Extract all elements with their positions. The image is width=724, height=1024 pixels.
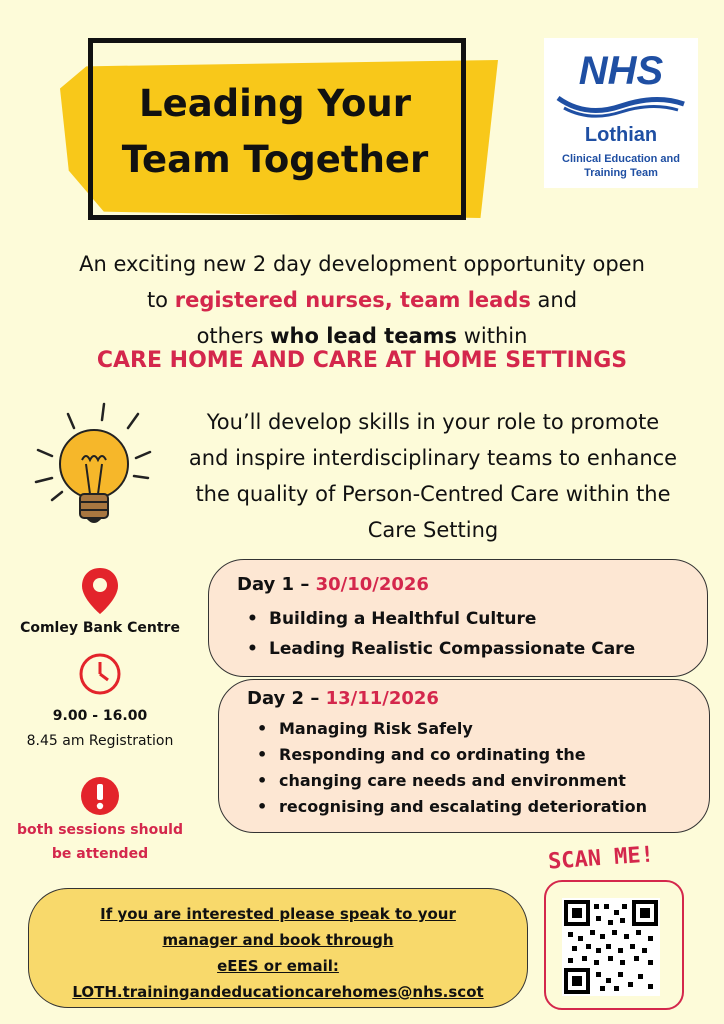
contact-line-1: If you are interested please speak to your: [100, 905, 456, 923]
list-item: • Leading Realistic Compassionate Care: [247, 634, 635, 664]
nhs-logo: [544, 38, 698, 188]
settings-heading: CARE HOME AND CARE AT HOME SETTINGS: [96, 348, 628, 373]
day-1-date: 30/10/2026: [315, 574, 429, 595]
day-1-topics: [247, 604, 635, 664]
intro-line-3-prefix: others: [196, 324, 271, 348]
location-pin-icon: [0, 566, 200, 620]
skills-text: [160, 404, 706, 548]
nhs-org-name: Lothian: [584, 124, 658, 146]
wave-icon: [556, 92, 686, 122]
day-1-panel: [208, 559, 708, 677]
intro-line-2-suffix: and: [530, 288, 578, 312]
contact-panel: [28, 888, 528, 1008]
nhs-team-name: [544, 152, 698, 180]
skills-line-2: and inspire interdisciplinary teams to enhance: [188, 446, 678, 470]
session-time: 9.00 - 16.00: [52, 708, 148, 724]
day-2-topics: [257, 716, 647, 820]
qr-code[interactable]: [562, 898, 660, 996]
skills-line-3: the quality of Person-Centred Care within the: [195, 482, 671, 506]
lightbulb-icon: [30, 400, 160, 540]
attendance-note: [0, 818, 200, 866]
nhs-team-line-2: Training Team: [584, 167, 658, 179]
list-item: • recognising and escalating deterioration: [257, 794, 647, 820]
day-2-label: Day 2 –: [247, 688, 326, 709]
title-line-1: Leading Your: [139, 82, 411, 125]
list-item-continuation: • changing care needs and environment: [257, 768, 647, 794]
list-item: • Building a Healthful Culture: [247, 604, 635, 634]
nhs-badge: NHS: [566, 50, 676, 92]
scan-me-label: SCAN ME!: [547, 842, 655, 875]
contact-line-2: manager and book through: [162, 931, 394, 949]
lead-teams-bold: who lead teams: [270, 324, 458, 348]
intro-line-3-suffix: within: [457, 324, 528, 348]
title-line-2: Team Together: [121, 138, 429, 181]
clock-icon: [0, 652, 200, 700]
day-1-label: Day 1 –: [237, 574, 316, 595]
list-item: • Responding and co ordinating the: [257, 742, 647, 768]
page-title: [100, 76, 450, 188]
contact-line-3: eEES or email:: [217, 957, 339, 975]
day-2-heading: [247, 688, 439, 709]
skills-line-1: You’ll develop skills in your role to promote: [206, 410, 660, 434]
contact-email-link[interactable]: LOTH.trainingandeducationcarehomes@nhs.scot: [72, 983, 484, 1001]
attendance-note-line-2: be attended: [51, 846, 149, 862]
day-1-heading: [237, 574, 429, 595]
intro-line-1: An exciting new 2 day development opportunity open: [79, 252, 645, 276]
registration-time: 8.45 am Registration: [26, 733, 174, 749]
intro-line-2-prefix: to: [146, 288, 175, 312]
intro-line-2: [30, 282, 694, 318]
day-2-date: 13/11/2026: [325, 688, 439, 709]
intro-text: [30, 246, 694, 354]
alert-icon: [0, 776, 200, 820]
nhs-team-line-1: Clinical Education and: [562, 153, 680, 165]
attendance-note-line-1: both sessions should: [17, 822, 183, 838]
day-2-panel: [218, 679, 710, 833]
title-banner: [60, 38, 490, 224]
skills-line-4: Care Setting: [367, 518, 499, 542]
list-item: • Managing Risk Safely: [257, 716, 647, 742]
venue-name: Comley Bank Centre: [20, 620, 180, 636]
audience-highlight: registered nurses, team leads: [174, 288, 531, 312]
